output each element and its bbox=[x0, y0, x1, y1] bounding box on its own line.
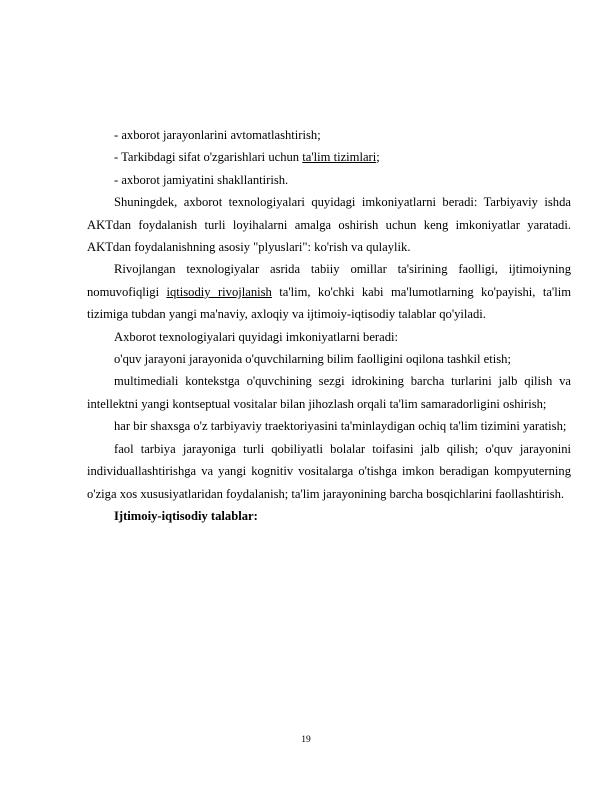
page-number: 19 bbox=[301, 735, 311, 745]
list-item-open-education: har bir shaxsga o'z tarbiyaviy traektoriyasini ta'minlaydigan ochiq ta'lim tizimini yaratish; bbox=[114, 419, 567, 434]
section-heading: Ijtimoiy-iqtisodiy talablar: bbox=[114, 508, 258, 523]
list-item-automation: - axborot jarayonlarini avtomatlashtirish; bbox=[114, 128, 321, 142]
link-talim-tizimlari[interactable]: ta'lim tizimlari bbox=[302, 150, 377, 165]
page-content bbox=[87, 124, 571, 527]
list-item-knowledge-activity: o'quv jarayoni jarayonida o'quvchilarning bilim faolligini oqilona tashkil etish; bbox=[114, 352, 511, 367]
paragraph-it-possibilities-intro: Axborot texnologiyalari quyidagi imkoniyatlarni beradi: bbox=[114, 329, 398, 344]
list-item-multimedia: multimediali kontekstga o'quvchining sezgi idrokining barcha turlarini jalb qilish va intellektni yangi kontseptual vositalar bilan jihozlash orqali ta'lim samaradorligini oshirish; bbox=[87, 374, 571, 411]
list-item-information-society: - axborot jamiyatini shakllantirish. bbox=[114, 172, 289, 187]
link-iqtisodiy-rivojlanish[interactable]: iqtisodiy rivojlanish bbox=[166, 284, 272, 299]
list-item-active-education: faol tarbiya jarayoniga turli qobiliyatli bolalar toifasini jalb qilish; o'quv jarayonini individuallashtirishga va yangi kognitiv vositalarga o'tishga imkon beradigan kompyuterning o'ziga xos xususiyatlaridan foydalanish; ta'lim jarayonining barcha bosqichlarini faollashtirish. bbox=[87, 441, 571, 501]
paragraph-advanced-technologies: Rivojlangan texnologiyalar asrida tabiiy omillar ta'sirining faolligi, ijtimoiyning nomuvofiqligi iqtisodiy rivojlanish ta'lim, ko'chki kabi ma'lumotlarning ko'payishi, ta'lim tizimiga tubdan yangi ma'naviy, axloqiy va ijtimoiy-iqtisodiy talablar qo'yiladi. bbox=[87, 262, 571, 322]
list-item-quality-changes: - Tarkibdagi sifat o'zgarishlari uchun ta'lim tizimlari; bbox=[114, 150, 380, 165]
paragraph-possibilities: Shuningdek, axborot texnologiyalari quyidagi imkoniyatlarni beradi: Tarbiyaviy ishda AKTdan foydalanish turli loyihalarni amalga oshirish uchun keng imkoniyatlar yaratadi. AKTdan foydalanishning asosiy "plyuslari": ko'rish va qulaylik. bbox=[87, 195, 571, 255]
